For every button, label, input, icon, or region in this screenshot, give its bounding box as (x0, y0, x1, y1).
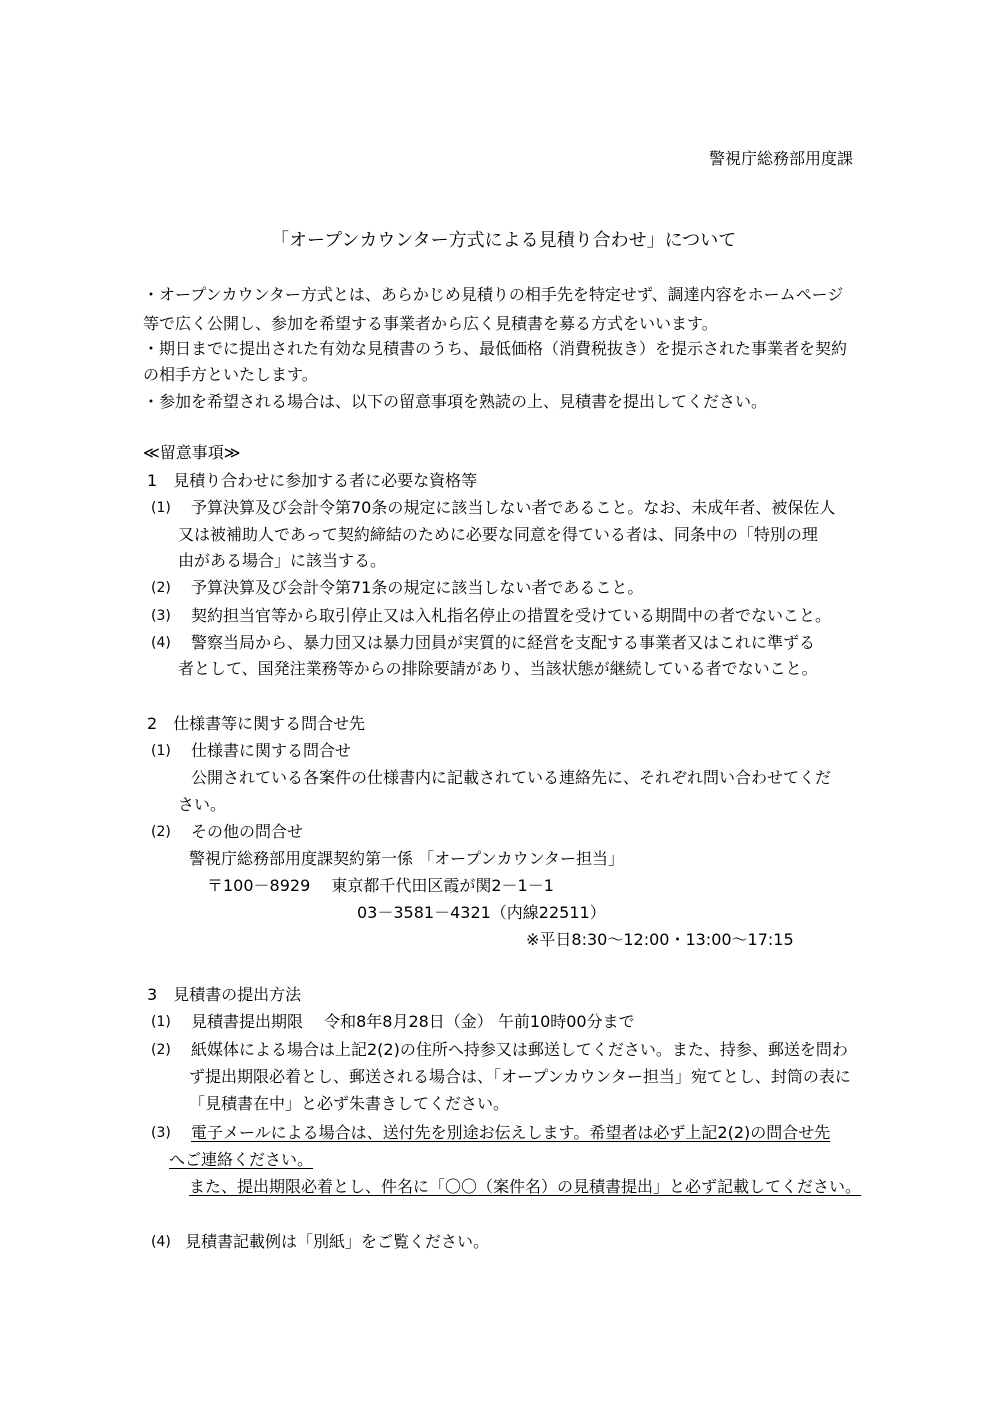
notes-heading: ≪留意事項≫ (143, 443, 241, 462)
item-text: 契約担当官等から取引停止又は入札指名停止の措置を受けている期間中の者でないこと。 (191, 606, 832, 625)
item-number: (2) (151, 580, 171, 596)
contact-phone: 03－3581－4321（内線22511） (357, 903, 606, 922)
item-text-underlined: 電子メールによる場合は、送付先を別途お伝えします。希望者は必ず上記2(2)の問合せ先 (191, 1123, 831, 1142)
section-heading: 1 見積り合わせに参加する者に必要な資格等 (147, 471, 478, 490)
contact-office: 警視庁総務部用度課契約第一係 「オープンカウンター担当」 (189, 849, 625, 868)
item-text: 見積書記載例は「別紙」をご覧ください。 (185, 1232, 490, 1251)
item-number: (2) (151, 824, 171, 840)
item-text: 公開されている各案件の仕様書内に記載されている連絡先に、それぞれ問い合わせてくだ (191, 768, 832, 787)
item-label: 仕様書に関する問合せ (191, 741, 352, 760)
item-text: 由がある場合」に該当する。 (178, 551, 387, 570)
item-text: ず提出期限必着とし、郵送される場合は、「オープンカウンター担当」宛てとし、封筒の表に (189, 1067, 851, 1086)
item-number: (4) (151, 1234, 171, 1250)
item-number: (4) (151, 635, 171, 651)
item-text: 又は被補助人であって契約締結のために必要な同意を得ている者は、同条中の「特別の理 (178, 525, 818, 544)
item-label: その他の問合せ (191, 822, 304, 841)
item-number: (1) (151, 500, 171, 516)
intro-line: の相手方といたします。 (143, 365, 318, 384)
item-text: 見積書提出期限 令和8年8月28日（金） 午前10時00分まで (191, 1012, 635, 1031)
section-heading: 3 見積書の提出方法 (147, 985, 302, 1004)
item-text: 予算決算及び会計令第70条の規定に該当しない者であること。なお、未成年者、被保佐人 (191, 498, 836, 517)
section-heading: 2 仕様書等に関する問合せ先 (147, 714, 366, 733)
intro-line: ・オープンカウンター方式とは、あらかじめ見積りの相手先を特定せず、調達内容をホームページ (143, 285, 844, 304)
item-number: (3) (151, 1125, 171, 1141)
contact-hours: ※平日8:30～12:00・13:00～17:15 (526, 930, 794, 949)
intro-line: ・参加を希望される場合は、以下の留意事項を熟読の上、見積書を提出してください。 (143, 392, 768, 411)
item-number: (1) (151, 743, 171, 759)
item-number: (2) (151, 1042, 171, 1058)
item-text-underlined: へご連絡ください。 (169, 1150, 314, 1169)
item-text: 紙媒体による場合は上記2(2)の住所へ持参又は郵送してください。また、持参、郵送を問わ (191, 1040, 848, 1059)
item-number: (1) (151, 1014, 171, 1030)
document-title: 「オープンカウンター方式による見積り合わせ」について (271, 230, 737, 251)
intro-line: 等で広く公開し、参加を希望する事業者から広く見積書を募る方式をいいます。 (143, 314, 718, 333)
item-text: 予算決算及び会計令第71条の規定に該当しない者であること。 (191, 578, 644, 597)
item-text: 警察当局から、暴力団又は暴力団員が実質的に経営を支配する事業者又はこれに準ずる (191, 633, 816, 652)
item-text-underlined: また、提出期限必着とし、件名に「〇〇（案件名）の見積書提出」と必ず記載してください。 (189, 1177, 862, 1196)
item-text: 「見積書在中」と必ず朱書きしてください。 (189, 1094, 510, 1113)
intro-line: ・期日までに提出された有効な見積書のうち、最低価格（消費税抜き）を提示された事業者を契約 (143, 339, 848, 358)
item-text: 者として、国発注業務等からの排除要請があり、当該状態が継続している者でないこと。 (178, 659, 818, 678)
item-text: さい。 (178, 795, 227, 814)
department-name: 警視庁総務部用度課 (709, 149, 854, 168)
contact-address: 〒100－8929 東京都千代田区霞が関2－1－1 (207, 876, 554, 895)
item-number: (3) (151, 608, 171, 624)
